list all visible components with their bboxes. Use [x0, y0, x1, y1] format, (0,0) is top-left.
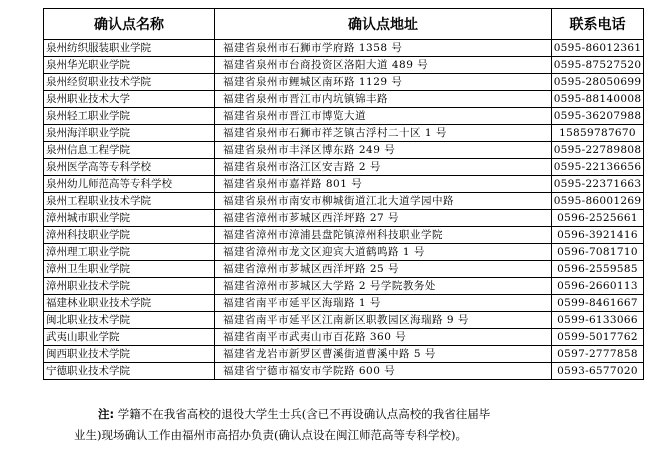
cell-school-name: 泉州工程职业技术学院 — [44, 193, 215, 210]
cell-school-name: 漳州卫生职业学院 — [44, 261, 215, 278]
cell-address: 福建省泉州市南安市柳城街道江北大道学园中路 — [215, 193, 552, 210]
cell-school-name: 漳州职业技术学院 — [44, 278, 215, 295]
cell-phone: 0595-88140008 — [552, 91, 644, 108]
cell-address: 福建省泉州市洛江区安吉路 2 号 — [215, 159, 552, 176]
cell-phone: 0596-3921416 — [552, 227, 644, 244]
table-row — [44, 108, 644, 125]
cell-school-name: 闽西职业技术学院 — [44, 346, 215, 363]
cell-address: 福建省泉州市晋江市内坑镇锦丰路 — [215, 91, 552, 108]
table-row — [44, 346, 644, 363]
cell-school-name: 泉州信息工程学院 — [44, 142, 215, 159]
cell-school-name: 泉州海洋职业学院 — [44, 125, 215, 142]
table-row — [44, 210, 644, 227]
cell-address: 福建省泉州市丰泽区博东路 249 号 — [215, 142, 552, 159]
cell-school-name: 泉州幼儿师范高等专科学校 — [44, 176, 215, 193]
cell-school-name: 泉州轻工职业学院 — [44, 108, 215, 125]
cell-phone: 0595-28050699 — [552, 74, 644, 91]
footnote-line-1 — [70, 404, 642, 425]
table-row — [44, 176, 644, 193]
cell-phone: 0597-2777858 — [552, 346, 644, 363]
table-row — [44, 91, 644, 108]
table-row — [44, 363, 644, 380]
cell-address: 福建省漳州市龙文区迎宾大道鹤鸣路 1 号 — [215, 244, 552, 261]
cell-phone: 0595-22789808 — [552, 142, 644, 159]
table-row — [44, 329, 644, 346]
cell-address: 福建省泉州市鲤城区南环路 1129 号 — [215, 74, 552, 91]
cell-phone: 0593-6577020 — [552, 363, 644, 380]
confirmation-points-table-container — [43, 8, 643, 380]
cell-school-name: 泉州经贸职业技术学院 — [44, 74, 215, 91]
cell-address: 福建省泉州市石狮市学府路 1358 号 — [215, 40, 552, 57]
table-row — [44, 244, 644, 261]
table-row — [44, 125, 644, 142]
cell-school-name: 泉州华光职业学院 — [44, 57, 215, 74]
footnote-text-1: 学籍不在我省高校的退役大学生士兵(含已不再设确认点高校的我省往届毕 — [117, 407, 491, 421]
footnote-text-2: 业生)现场确认工作由福州市高招办负责(确认点设在闽江师范高等专科学校)。 — [74, 428, 467, 442]
cell-phone: 0595-86012361 — [552, 40, 644, 57]
table-row — [44, 312, 644, 329]
cell-address: 福建省泉州市石狮市祥芝镇古浮村二十区 1 号 — [215, 125, 552, 142]
cell-phone: 0596-2525661 — [552, 210, 644, 227]
cell-address: 福建省漳州市芗城区西洋坪路 25 号 — [215, 261, 552, 278]
table-body — [44, 40, 644, 380]
cell-phone: 0599-5017762 — [552, 329, 644, 346]
cell-school-name: 泉州职业技术大学 — [44, 91, 215, 108]
cell-phone: 0599-6133066 — [552, 312, 644, 329]
table-row — [44, 227, 644, 244]
cell-phone: 0595-36207988 — [552, 108, 644, 125]
table-row — [44, 193, 644, 210]
cell-address: 福建省龙岩市新罗区曹溪街道曹溪中路 5 号 — [215, 346, 552, 363]
table-row — [44, 159, 644, 176]
table-row — [44, 278, 644, 295]
cell-phone: 0595-87527520 — [552, 57, 644, 74]
cell-phone: 0596-2660113 — [552, 278, 644, 295]
footnote-label: 注: — [98, 407, 115, 421]
header-address: 确认点地址 — [215, 9, 552, 40]
table-row — [44, 295, 644, 312]
confirmation-points-table — [43, 8, 644, 380]
cell-address: 福建省漳州市芗城区大学路 2 号学院教务处 — [215, 278, 552, 295]
cell-address: 福建省漳州市芗城区西洋坪路 27 号 — [215, 210, 552, 227]
cell-phone: 0596-2559585 — [552, 261, 644, 278]
cell-school-name: 漳州理工职业学院 — [44, 244, 215, 261]
cell-school-name: 福建林业职业技术学院 — [44, 295, 215, 312]
cell-address: 福建省南平市武夷山市百花路 360 号 — [215, 329, 552, 346]
cell-school-name: 泉州医学高等专科学校 — [44, 159, 215, 176]
cell-phone: 15859787670 — [552, 125, 644, 142]
cell-address: 福建省泉州市晋江市博览大道 — [215, 108, 552, 125]
cell-address: 福建省南平市延平区江南新区职教园区海瑞路 9 号 — [215, 312, 552, 329]
table-row — [44, 142, 644, 159]
cell-school-name: 漳州科技职业学院 — [44, 227, 215, 244]
cell-address: 福建省泉州市嘉祥路 801 号 — [215, 176, 552, 193]
table-row — [44, 74, 644, 91]
cell-school-name: 泉州纺织服装职业学院 — [44, 40, 215, 57]
cell-school-name: 漳州城市职业学院 — [44, 210, 215, 227]
table-header-row — [44, 9, 644, 40]
cell-address: 福建省南平市延平区海瑞路 1 号 — [215, 295, 552, 312]
cell-phone: 0596-7081710 — [552, 244, 644, 261]
header-name: 确认点名称 — [44, 9, 215, 40]
cell-address: 福建省宁德市福安市学院路 600 号 — [215, 363, 552, 380]
cell-phone: 0595-22371663 — [552, 176, 644, 193]
table-row — [44, 57, 644, 74]
cell-school-name: 宁德职业技术学院 — [44, 363, 215, 380]
cell-address: 福建省漳州市漳浦县盘陀镇漳州科技职业学院 — [215, 227, 552, 244]
cell-phone: 0595-22136656 — [552, 159, 644, 176]
cell-phone: 0595-86001269 — [552, 193, 644, 210]
cell-address: 福建省泉州市台商投资区洛阳大道 489 号 — [215, 57, 552, 74]
cell-phone: 0599-8461667 — [552, 295, 644, 312]
cell-school-name: 闽北职业技术学院 — [44, 312, 215, 329]
cell-school-name: 武夷山职业学院 — [44, 329, 215, 346]
table-row — [44, 261, 644, 278]
table-row — [44, 40, 644, 57]
header-phone: 联系电话 — [552, 9, 644, 40]
footnote — [70, 404, 642, 446]
